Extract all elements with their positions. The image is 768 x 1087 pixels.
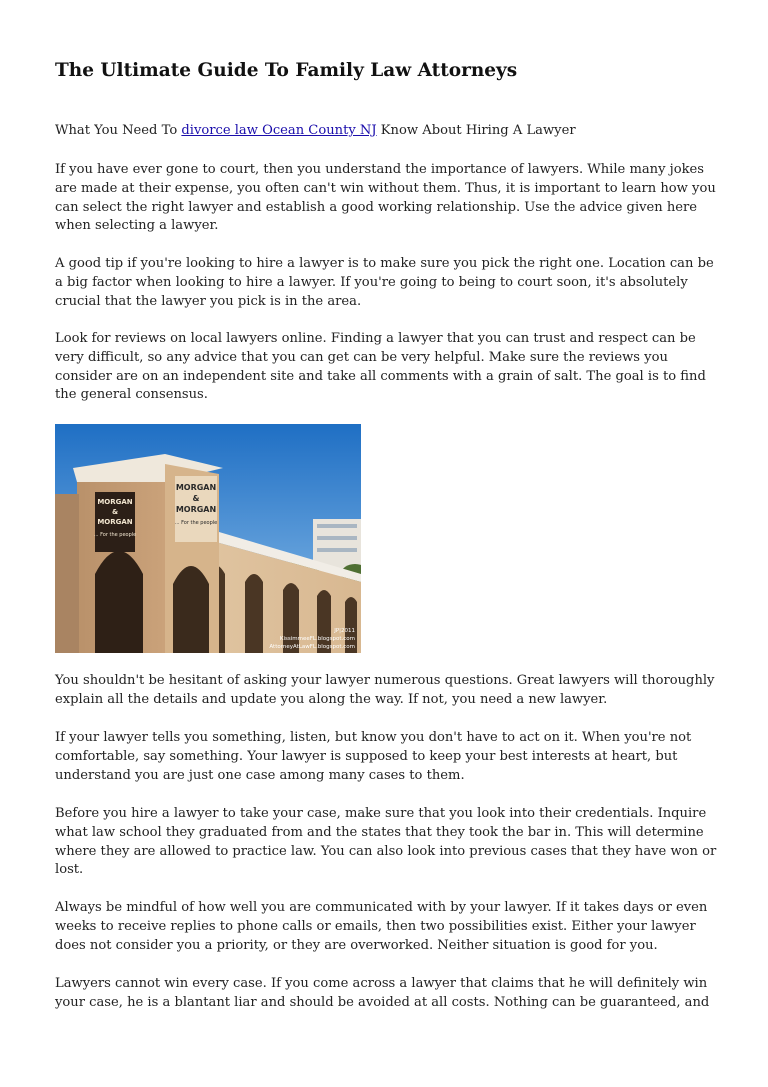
sign-right-line-1: MORGAN — [175, 483, 217, 492]
page-title: The Ultimate Guide To Family Law Attorneys — [55, 60, 518, 81]
paragraph: Lawyers cannot win every case. If you come across a lawyer that claims that he will definitely win your case, he is a blantant liar and should be avoided at all costs. Nothing can be guaranteed, and — [55, 976, 710, 1010]
sign-left-line-3: MORGAN — [97, 518, 133, 526]
sign-left-line-1: MORGAN — [97, 498, 133, 506]
photo-watermark-line-3: AttorneyAtLawFL.blogspot.com — [269, 644, 355, 650]
sign-left-line-2: & — [111, 508, 119, 516]
paragraph: You shouldn't be hesitant of asking your lawyer numerous questions. Great lawyers will thoroughly explain all the details and update you along the way. If not, you need a new lawyer. — [55, 673, 715, 707]
paragraph: A good tip if you're looking to hire a lawyer is to make sure you pick the right one. Location can be a big factor when looking to hire a lawyer. If you're going to being to court soon, it's absolutely crucial that the lawyer you pick is in the area. — [55, 256, 714, 309]
photo-watermark-line-1: JP|2011 — [334, 628, 355, 634]
intro-text-before: What You Need To — [55, 123, 182, 138]
sign-right-line-3: MORGAN — [175, 505, 217, 514]
intro-line — [55, 122, 725, 141]
divorce-law-link[interactable]: divorce law Ocean County NJ — [181, 123, 377, 138]
law-office-photo — [55, 424, 361, 653]
paragraph: If you have ever gone to court, then you understand the importance of lawyers. While many jokes are made at their expense, you often can't win without them. Thus, it is important to learn how you can select the right lawyer and establish a good working relationship. Use the advice given here when selecting a lawyer. — [55, 162, 716, 234]
intro-text-after: Know About Hiring A Lawyer — [376, 123, 576, 138]
paragraph: Look for reviews on local lawyers online. Finding a lawyer that you can trust and respect can be very difficult, so any advice that you can get can be very helpful. Make sure the reviews you consider are on an independent site and take all comments with a grain of salt. The goal is to find the general consensus. — [55, 331, 706, 403]
paragraph: Always be mindful of how well you are communicated with by your lawyer. If it takes days or even weeks to receive replies to phone calls or emails, then two possibilities exist. Either your lawyer does not consider you a priority, or they are overworked. Neither situation is good for you. — [55, 900, 708, 953]
sign-left-tagline: ... For the people — [93, 532, 137, 538]
paragraph: Before you hire a lawyer to take your case, make sure that you look into their credentials. Inquire what law school they graduated from and the states that they took the bar in. This will determine where they are allowed to practice law. You can also look into previous cases that they have won or lost. — [55, 806, 717, 878]
photo-watermark-line-2: KissimmeeFL.blogspot.com — [279, 636, 355, 642]
sign-right-line-2: & — [192, 494, 200, 503]
sign-right-tagline: ... For the people — [174, 520, 218, 526]
paragraph: If your lawyer tells you something, listen, but know you don't have to act on it. When you're not comfortable, say something. Your lawyer is supposed to keep your best interests at heart, but understand you are just one case among many cases to them. — [55, 730, 692, 783]
